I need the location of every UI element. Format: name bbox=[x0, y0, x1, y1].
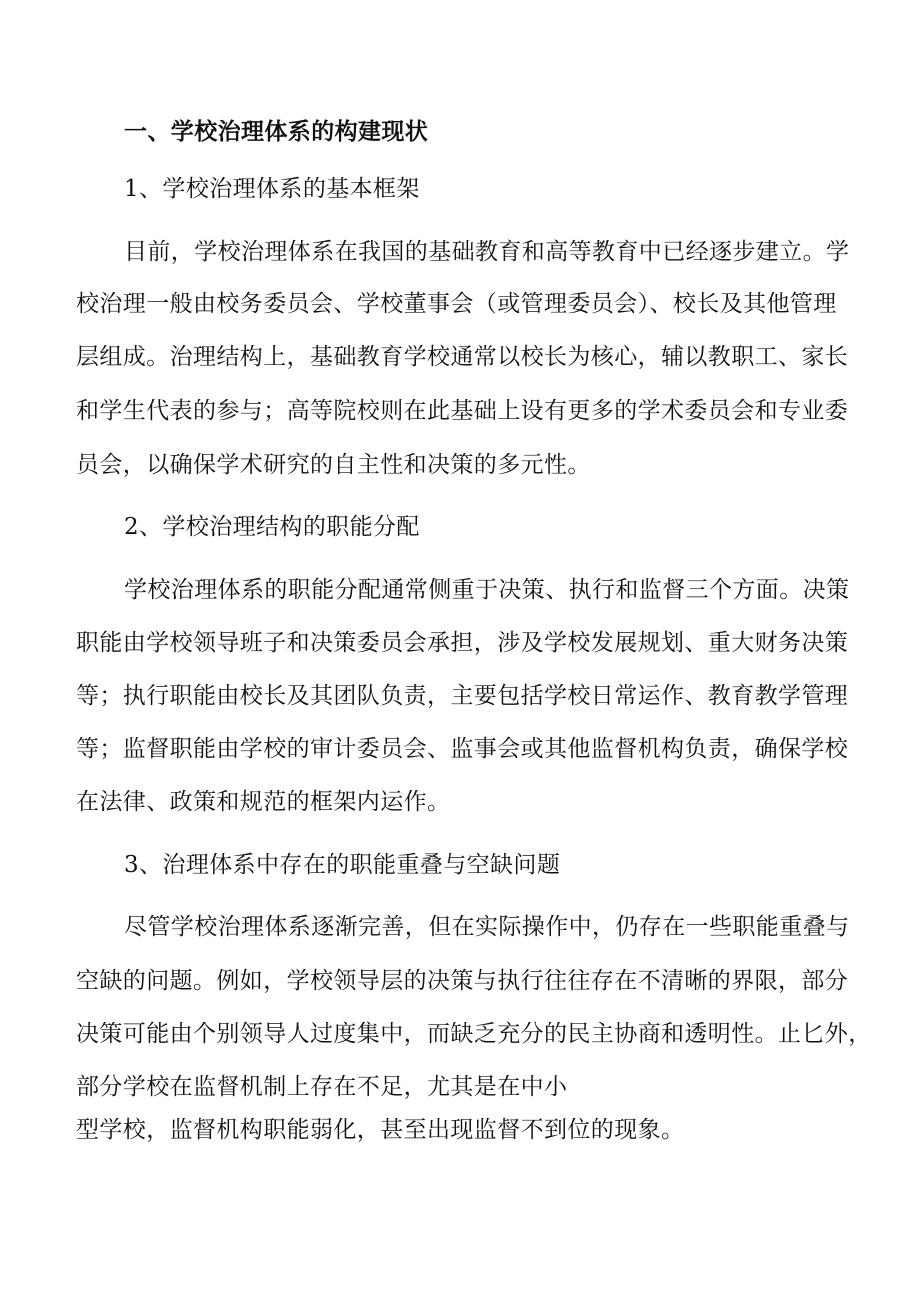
section-3-line-2: 空缺的问题。例如，学校领导层的决策与执行往往存在不清晰的界限，部分 bbox=[76, 968, 849, 994]
section-3-line-3: 决策可能由个别领导人过度集中，而缺乏充分的民主协商和透明性。止匕外， bbox=[76, 1021, 872, 1047]
section-2-title: 2、学校治理结构的职能分配 bbox=[124, 514, 420, 540]
section-1-line-2: 校治理一般由校务委员会、学校董事会（或管理委员会）、校长及其他管理 bbox=[76, 291, 837, 317]
section-3-line-4: 部分学校在监督机制上存在不足，尤其是在中小 bbox=[76, 1074, 568, 1100]
section-3-line-5: 型学校，监督机构职能弱化，甚至出现监督不到位的现象。 bbox=[76, 1117, 685, 1143]
page-heading: 一、学校治理体系的构建现状 bbox=[124, 118, 429, 145]
section-1-title: 1、学校治理体系的基本框架 bbox=[124, 176, 420, 202]
section-2-line-1: 学校治理体系的职能分配通常侧重于决策、执行和监督三个方面。决策 bbox=[124, 577, 850, 603]
section-3-line-1: 尽管学校治理体系逐渐完善，但在实际操作中，仍存在一些职能重叠与 bbox=[124, 914, 850, 940]
section-2-line-5: 在法律、政策和规范的框架内运作。 bbox=[76, 789, 451, 815]
section-3-title: 3、治理体系中存在的职能重叠与空缺问题 bbox=[124, 852, 561, 878]
section-1-line-4: 和学生代表的参与；高等院校则在此基础上设有更多的学术委员会和专业委 bbox=[76, 398, 849, 424]
section-2-line-2: 职能由学校领导班子和决策委员会承担，涉及学校发展规划、重大财务决策 bbox=[76, 630, 849, 656]
section-1-line-1: 目前，学校治理体系在我国的基础教育和高等教育中已经逐步建立。学 bbox=[124, 239, 850, 265]
section-2-line-3: 等；执行职能由校长及其团队负责，主要包括学校日常运作、教育教学管理 bbox=[76, 683, 849, 709]
section-2-line-4: 等；监督职能由学校的审计委员会、监事会或其他监督机构负责，确保学校 bbox=[76, 736, 849, 762]
section-1-line-3: 层组成。治理结构上，基础教育学校通常以校长为核心，辅以教职工、家长 bbox=[76, 344, 849, 370]
section-1-line-5: 员会，以确保学术研究的自主性和决策的多元性。 bbox=[76, 452, 591, 478]
